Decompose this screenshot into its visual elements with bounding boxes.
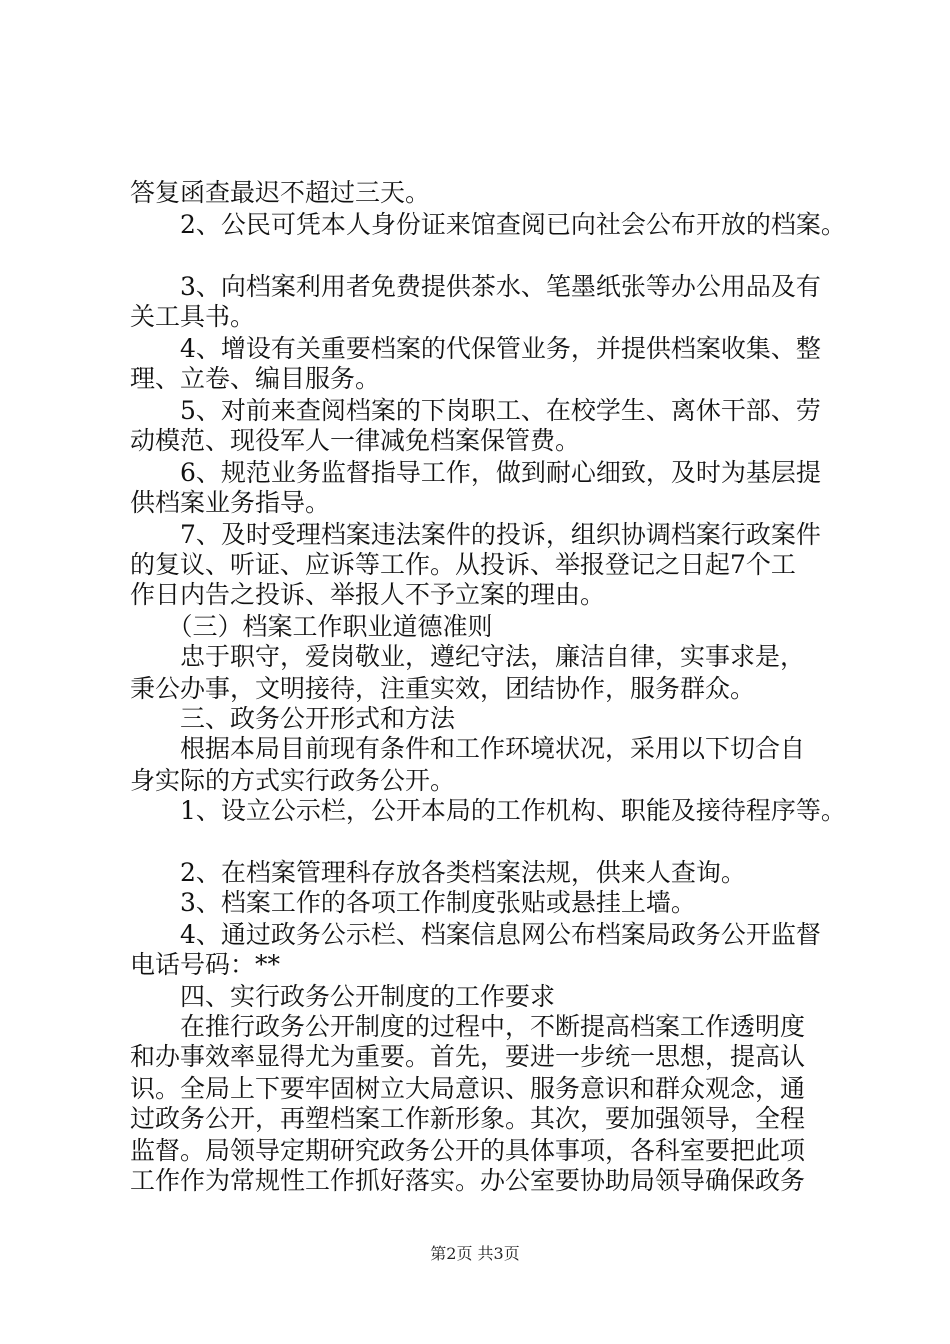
text-line: 电话号码：** — [130, 950, 281, 979]
text-line: 7、及时受理档案违法案件的投诉，组织协调档案行政案件 — [130, 520, 821, 549]
text-line: 过政务公开，再塑档案工作新形象。其次，要加强领导，全程 — [130, 1104, 806, 1133]
text-line: 3、向档案利用者免费提供茶水、笔墨纸张等办公用品及有 — [130, 272, 821, 301]
page-footer: 第2页 共3页 — [430, 1244, 520, 1263]
text-line: 监督。局领导定期研究政务公开的具体事项，各科室要把此项 — [130, 1136, 806, 1165]
text-line: 供档案业务指导。 — [130, 488, 331, 517]
text-line: 5、对前来查阅档案的下岗职工、在校学生、离休干部、劳 — [130, 396, 821, 425]
text-line: 身实际的方式实行政务公开。 — [130, 766, 456, 795]
text-line: 4、通过政务公示栏、档案信息网公布档案局政务公开监督 — [130, 920, 821, 949]
text-line: 2、公民可凭本人身份证来馆查阅已向社会公布开放的档案。 — [130, 210, 846, 239]
text-line: 的复议、听证、应诉等工作。从投诉、举报登记之日起7个工 — [130, 550, 796, 579]
text-line: 秉公办事，文明接待，注重实效，团结协作，服务群众。 — [130, 674, 756, 703]
section-heading: （三）档案工作职业道德准则 — [130, 612, 493, 641]
text-line: 识。全局上下要牢固树立大局意识、服务意识和群众观念，通 — [130, 1074, 806, 1103]
text-line: 和办事效率显得尤为重要。首先，要进一步统一思想，提高认 — [130, 1042, 806, 1071]
text-line: 根据本局目前现有条件和工作环境状况，采用以下切合自 — [130, 734, 806, 763]
text-line: 忠于职守，爱岗敬业，遵纪守法，廉洁自律，实事求是， — [130, 642, 806, 671]
section-heading: 三、政务公开形式和方法 — [130, 704, 456, 733]
text-line: 2、在档案管理科存放各类档案法规，供来人查询。 — [130, 858, 746, 887]
text-line: 动模范、现役军人一律减免档案保管费。 — [130, 426, 581, 455]
text-line: 6、规范业务监督指导工作，做到耐心细致，及时为基层提 — [130, 458, 821, 487]
text-line: 4、增设有关重要档案的代保管业务，并提供档案收集、整 — [130, 334, 821, 363]
text-line: 关工具书。 — [130, 302, 256, 331]
text-line: 在推行政务公开制度的过程中，不断提高档案工作透明度 — [130, 1012, 806, 1041]
text-line: 1、设立公示栏，公开本局的工作机构、职能及接待程序等。 — [130, 796, 846, 825]
text-line: 3、档案工作的各项工作制度张贴或悬挂上墙。 — [130, 888, 696, 917]
text-line: 作日内告之投诉、举报人不予立案的理由。 — [130, 580, 606, 609]
section-heading: 四、实行政务公开制度的工作要求 — [130, 982, 556, 1011]
text-line: 工作作为常规性工作抓好落实。办公室要协助局领导确保政务 — [130, 1166, 806, 1195]
text-line: 理、立卷、编目服务。 — [130, 364, 381, 393]
text-line: 答复函查最迟不超过三天。 — [130, 178, 431, 207]
